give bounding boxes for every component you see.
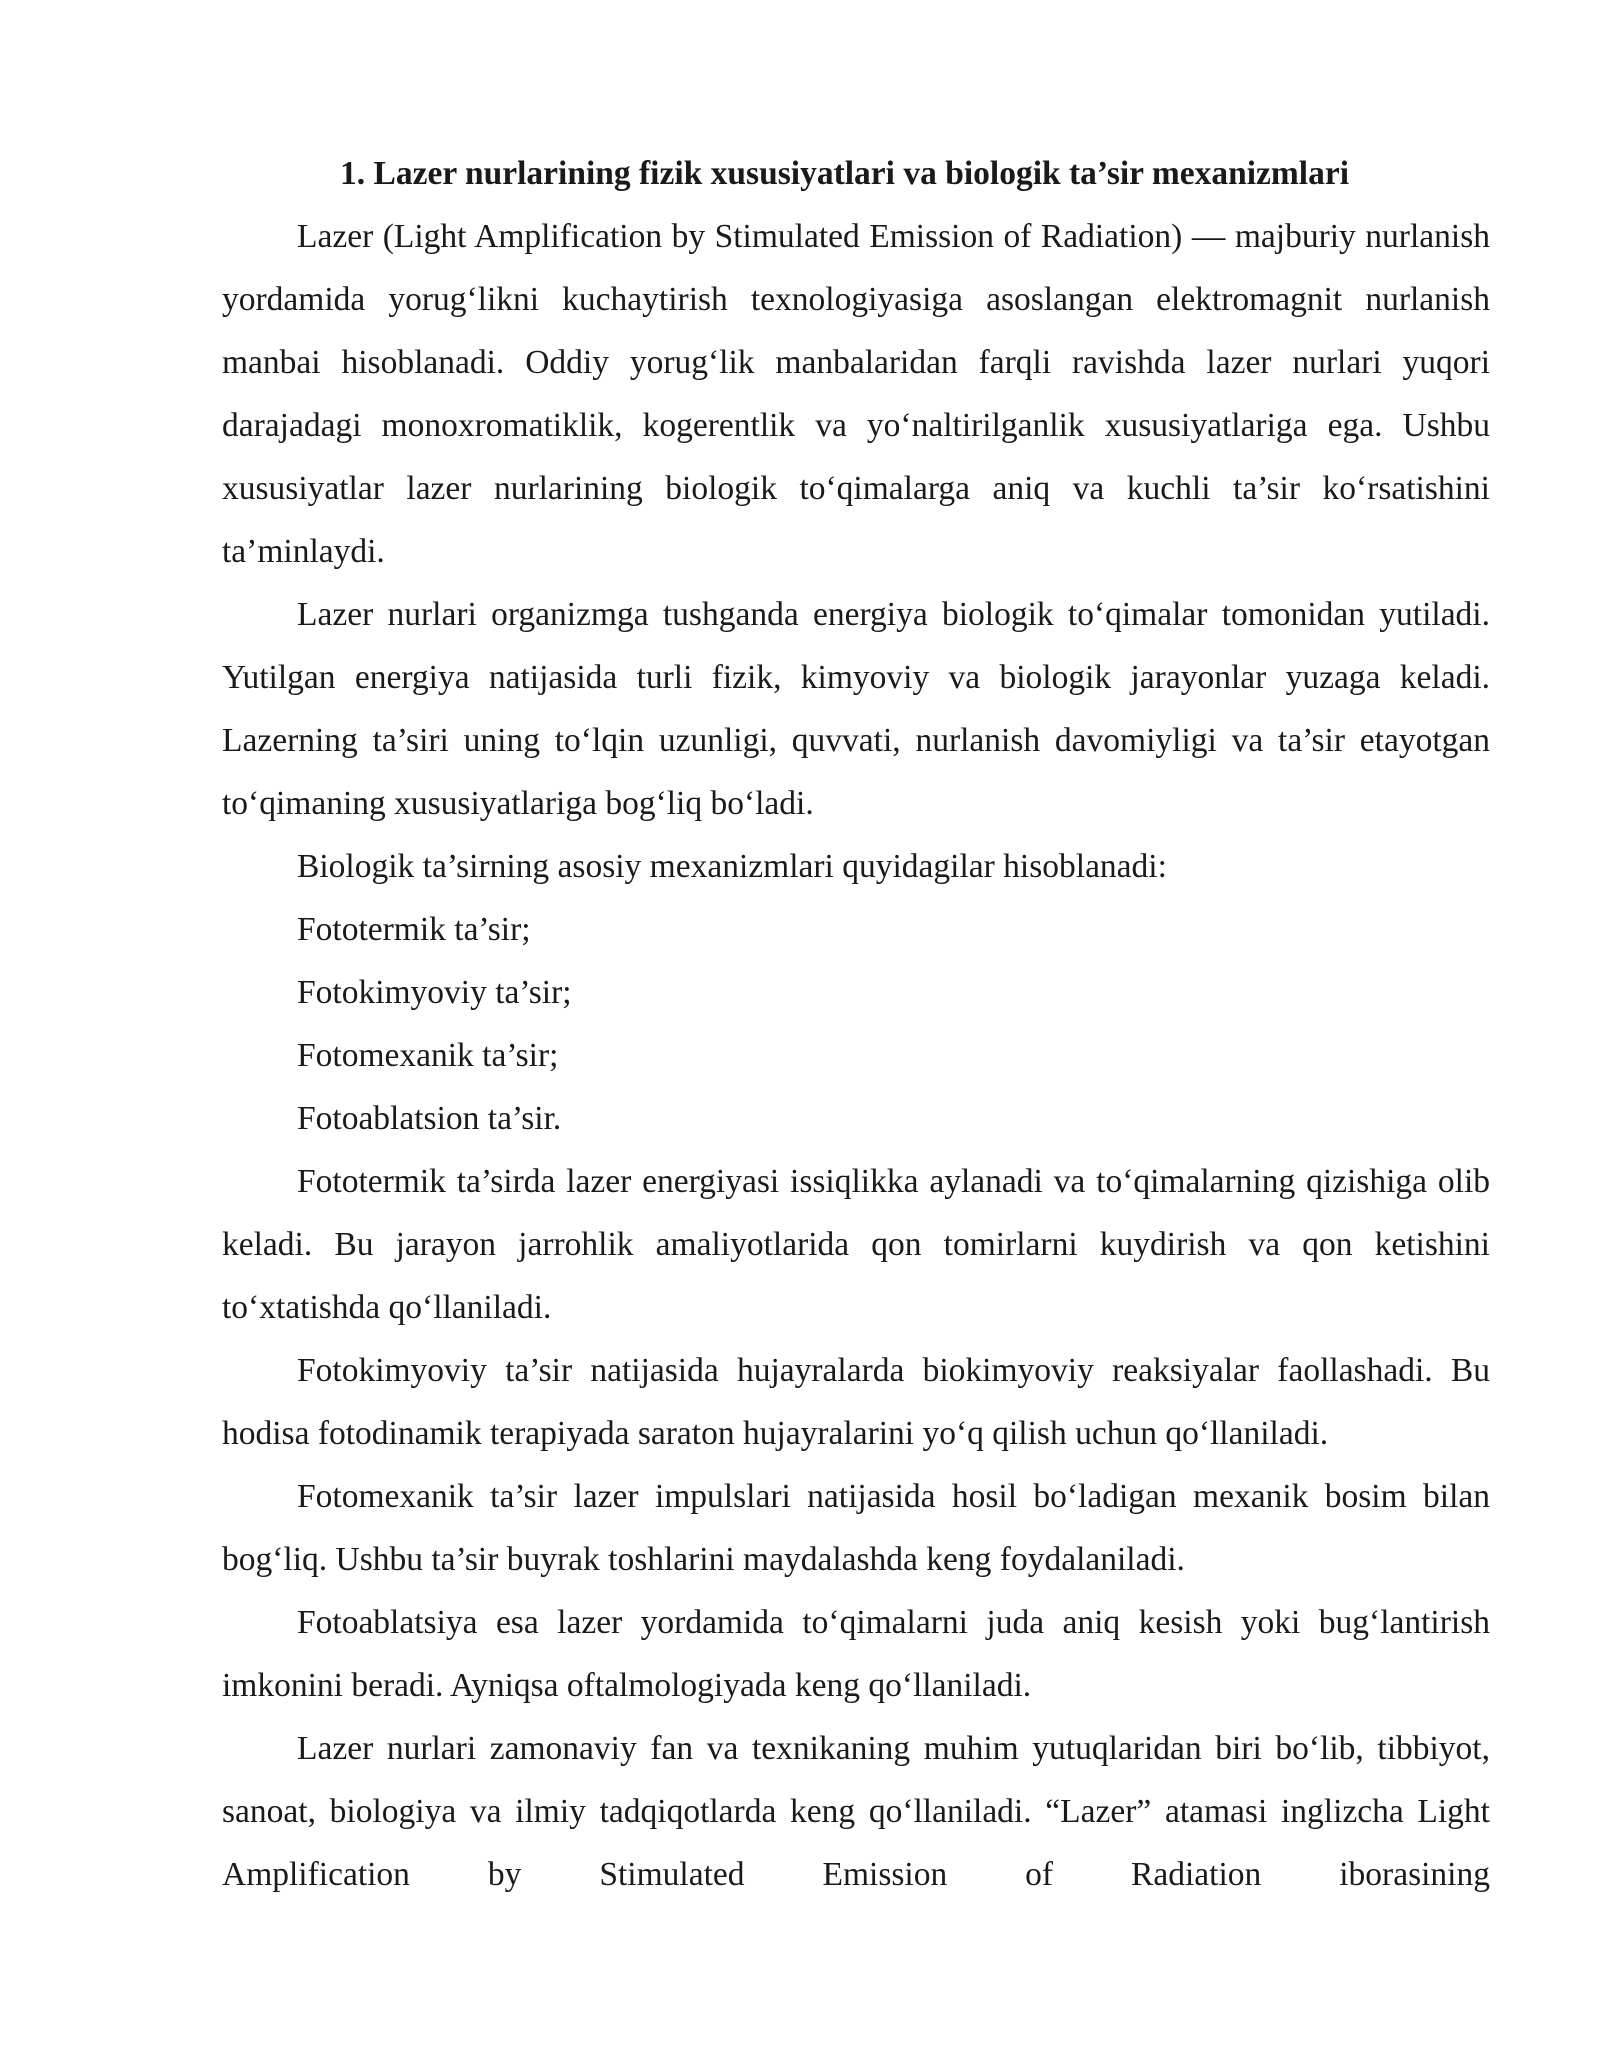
list-item-photoablation: Fotoablatsion ta’sir.	[297, 1100, 562, 1137]
paragraph-photoablation: Fotoablatsiya esa lazer yordamida to‘qimalarni juda aniq kesish yoki bug‘lantirish imkonini beradi. Ayniqsa oftalmologiyada keng qo‘llaniladi.	[222, 1604, 1490, 1704]
paragraph-energy-absorption: Lazer nurlari organizmga tushganda energiya biologik to‘qimalar tomonidan yutiladi. Yutilgan energiya natijasida turli fizik, kimyoviy va biologik jarayonlar yuzaga keladi. Lazerning ta’siri uning to‘lqin uzunligi, quvvati, nurlanish davomiyligi va ta’sir etayotgan to‘qimaning xususiyatlariga bog‘liq bo‘ladi.	[222, 596, 1490, 822]
document-page	[222, 142, 1490, 1906]
section-heading: 1. Lazer nurlarining fizik xususiyatlari va biologik ta’sir mexanizmlari	[340, 155, 1350, 192]
paragraph-mechanisms-intro: Biologik ta’sirning asosiy mexanizmlari quyidagilar hisoblanadi:	[297, 848, 1167, 885]
paragraph-photomechanical: Fotomexanik ta’sir lazer impulslari natijasida hosil bo‘ladigan mexanik bosim bilan bog‘liq. Ushbu ta’sir buyrak toshlarini maydalashda keng foydalaniladi.	[222, 1478, 1490, 1578]
paragraph-laser-definition: Lazer (Light Amplification by Stimulated Emission of Radiation) — majburiy nurlanish yordamida yorug‘likni kuchaytirish texnologiyasiga asoslangan elektromagnit nurlanish manbai hisoblanadi. Oddiy yorug‘lik manbalaridan farqli ravishda lazer nurlari yuqori darajadagi monoxromatiklik, kogerentlik va yo‘naltirilganlik xususiyatlariga ega. Ushbu xususiyatlar lazer nurlarining biologik to‘qimalarga aniq va kuchli ta’sir ko‘rsatishini ta’minlaydi.	[222, 218, 1490, 570]
list-item-photomechanical: Fotomexanik ta’sir;	[297, 1037, 559, 1074]
list-item-photothermal: Fototermik ta’sir;	[297, 911, 531, 948]
paragraph-photochemical: Fotokimyoviy ta’sir natijasida hujayralarda biokimyoviy reaksiyalar faollashadi. Bu hodisa fotodinamik terapiyada saraton hujayralarini yo‘q qilish uchun qo‘llaniladi.	[222, 1352, 1490, 1452]
paragraph-laser-applications: Lazer nurlari zamonaviy fan va texnikaning muhim yutuqlaridan biri bo‘lib, tibbiyot, sanoat, biologiya va ilmiy tadqiqotlarda keng qo‘llaniladi. “Lazer” atamasi inglizcha Light Amplification by Stimulated Emission of Radiation iborasining	[222, 1730, 1490, 1893]
list-item-photochemical: Fotokimyoviy ta’sir;	[297, 974, 572, 1011]
paragraph-photothermal: Fototermik ta’sirda lazer energiyasi issiqlikka aylanadi va to‘qimalarning qizishiga olib keladi. Bu jarayon jarrohlik amaliyotlarida qon tomirlarni kuydirish va qon ketishini to‘xtatishda qo‘llaniladi.	[222, 1163, 1490, 1326]
